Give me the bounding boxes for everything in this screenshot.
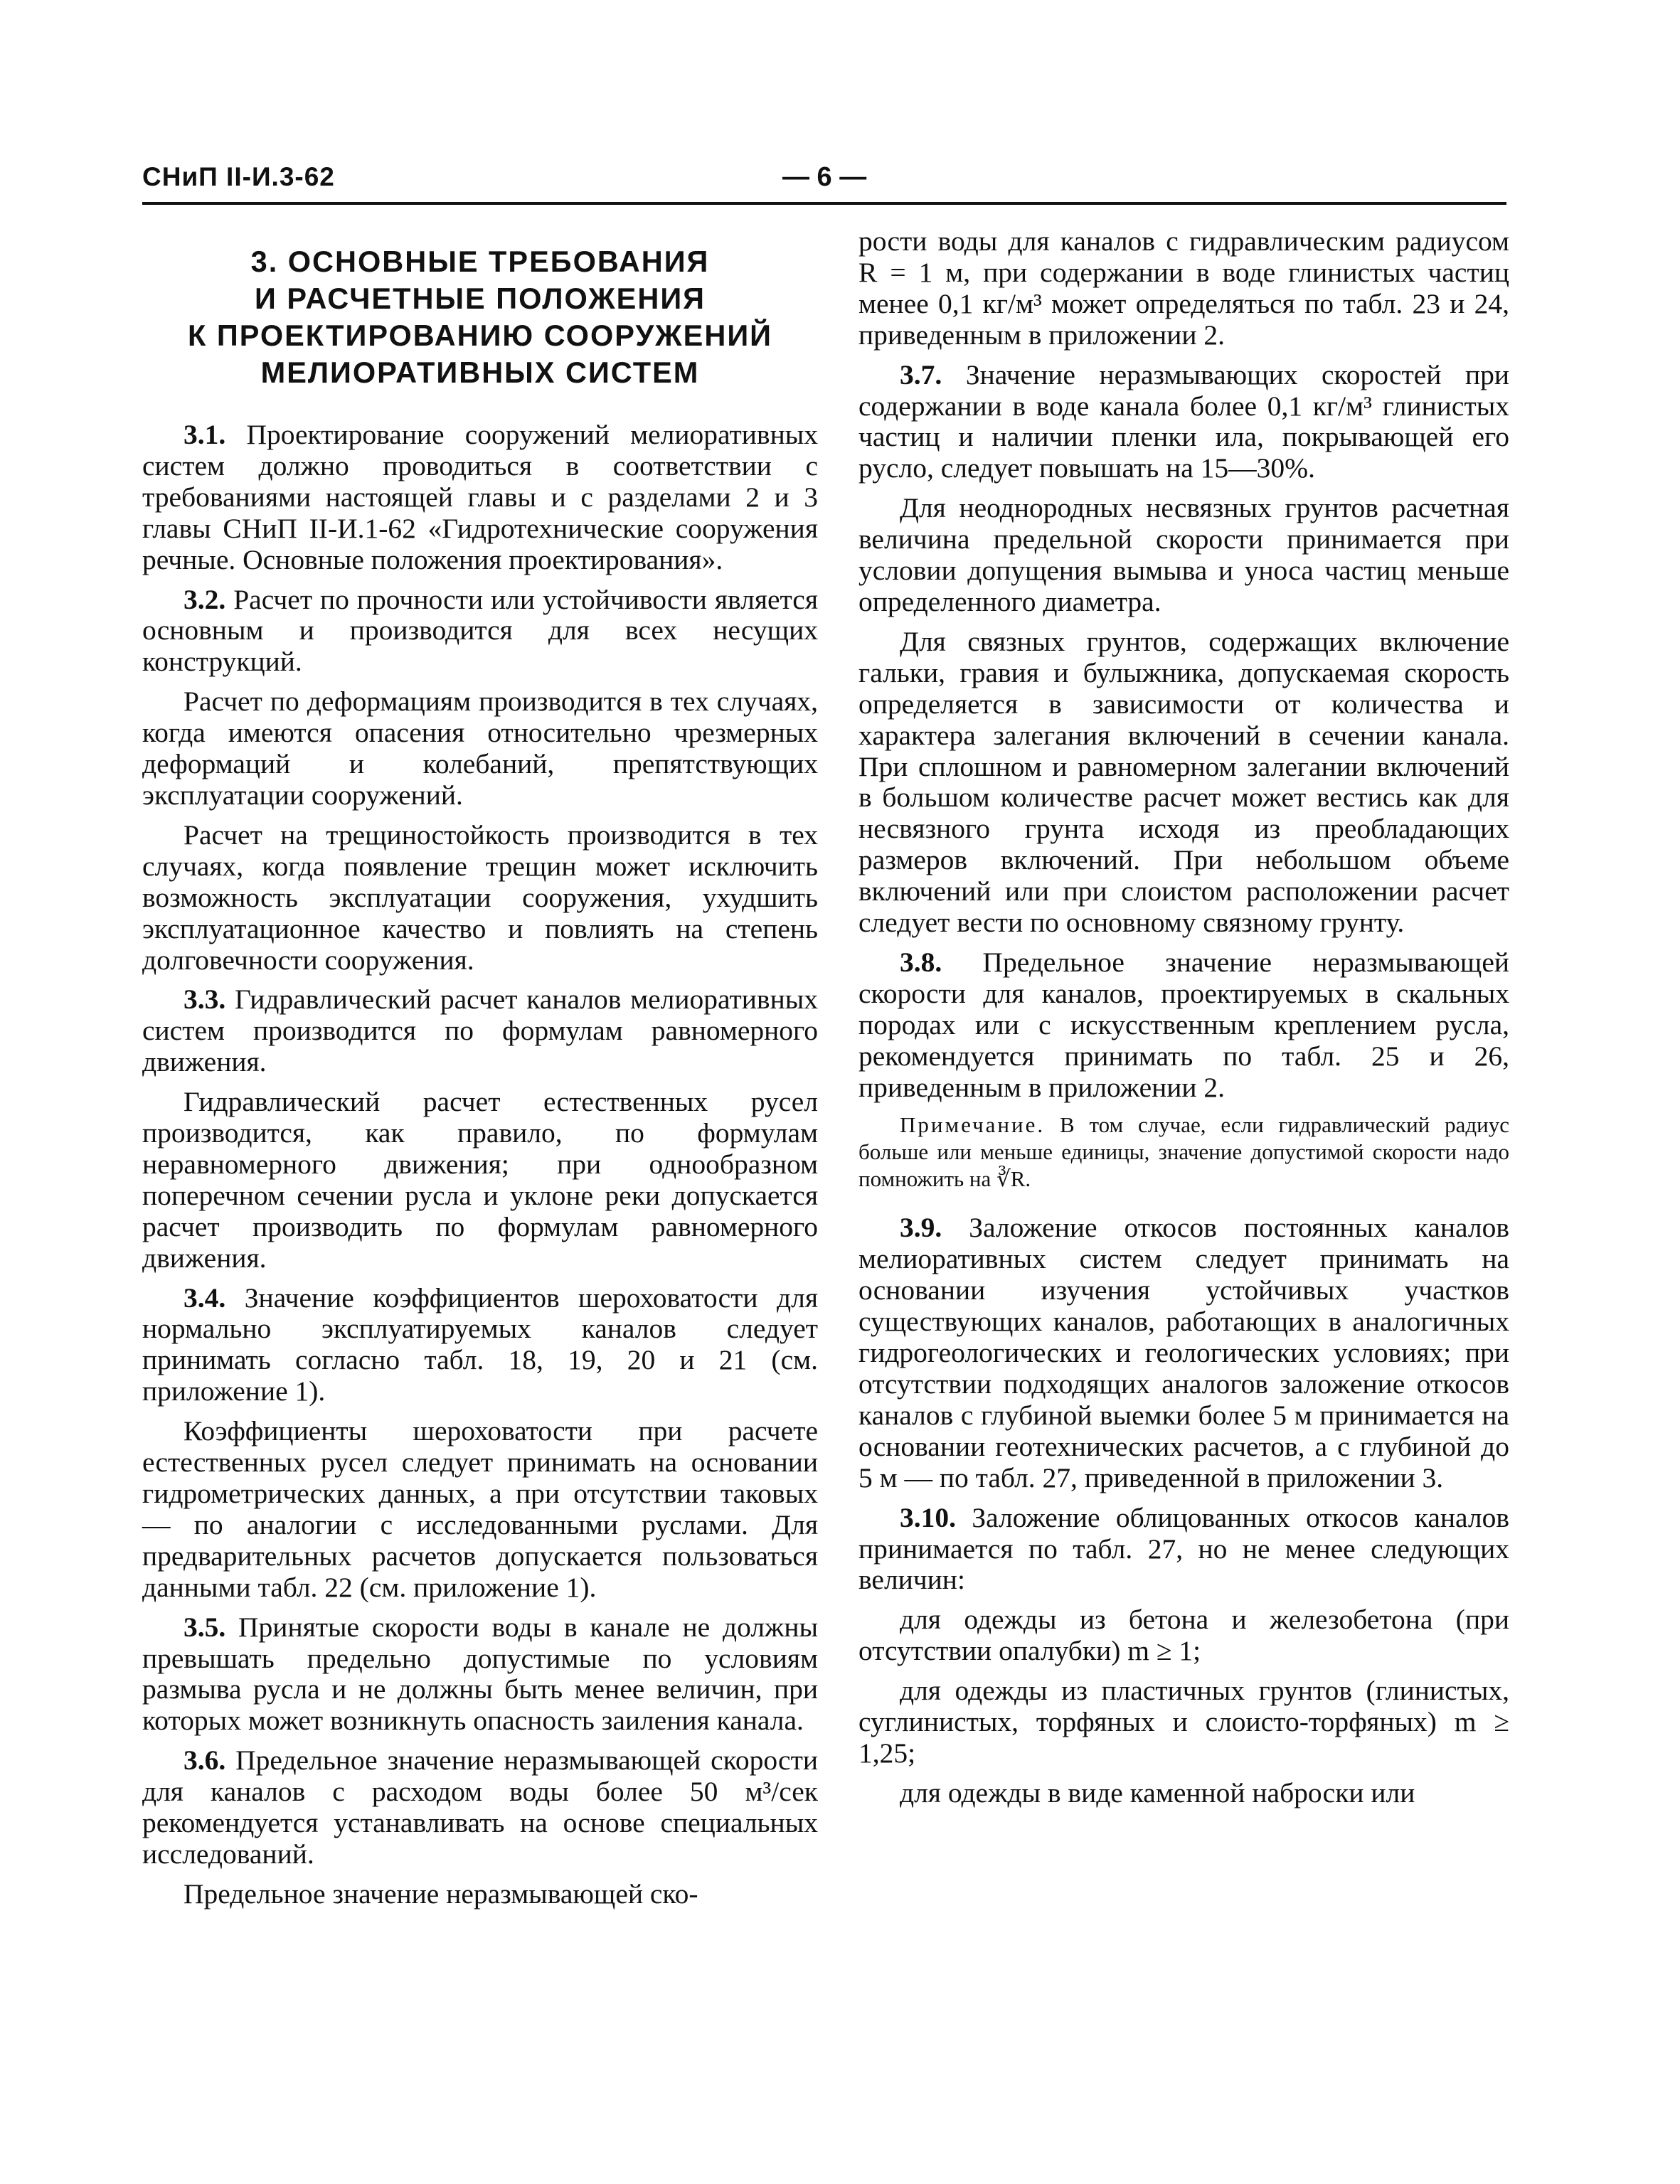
- clause-3-1: [142, 420, 818, 576]
- paragraph: Расчет по деформациям производится в тех случаях, когда имеются опасения относительно чрезмерных деформаций и колебаний, препятствующих эксплуатации сооружений.: [142, 686, 818, 811]
- clause-number: 3.8.: [900, 946, 942, 978]
- clause-3-4: [142, 1283, 818, 1408]
- clause-text: Значение коэффициентов шероховатости для нормально эксплуатируемых каналов следует принимать согласно табл. 18, 19, 20 и 21 (см. приложение 1).: [142, 1282, 818, 1407]
- section-title-line: МЕЛИОРАТИВНЫХ СИСТЕМ: [260, 356, 700, 389]
- list-item: для одежды из пластичных грунтов (глинистых, суглинистых, торфяных и слоисто-торфяных) m ≥ 1,25;: [858, 1675, 1509, 1769]
- list-item: для одежды в виде каменной наброски или: [900, 1777, 1415, 1809]
- page-header: [142, 162, 1508, 199]
- clause-text: Предельное значение неразмывающей скорости для каналов, проектируемых в скальных породах или с искусственным креплением русла, рекомендуется принимать по табл. 25 и 26, приведенным в приложении 2.: [858, 946, 1509, 1103]
- paragraph: Гидравлический расчет естественных русел производится, как правило, по формулам неравномерного движения; при однообразном поперечном сечении русла и уклоне реки допускается расчет производить по формулам равномерного движения.: [142, 1086, 818, 1274]
- clause-3-5: [142, 1612, 818, 1737]
- clause-number: 3.10.: [900, 1501, 956, 1533]
- clause-3-9: [858, 1213, 1509, 1493]
- paragraph-continued: рости воды для каналов с гидравлическим радиусом R = 1 м, при содержании в воде глинистых частиц менее 0,1 кг/м³ может определяться по табл. 23 и 24, приведенным в приложении 2.: [858, 225, 1509, 351]
- section-title-line: 3. ОСНОВНЫЕ ТРЕБОВАНИЯ: [250, 245, 710, 278]
- paragraph: Для связных грунтов, содержащих включение гальки, гравия и булыжника, допускаемая скорость определяется в зависимости от количества и характера залегания включений в сечении канала. При сплошном и равномерном залегании включений в большом количестве расчет может вестись как для несвязного грунта исходя из преобладающих размеров включений. При небольшом объеме включений или при слоистом расположении расчет следует вести по основному связному грунту.: [858, 625, 1509, 939]
- paragraph: Для неоднородных несвязных грунтов расчетная величина предельной скорости принимается при условии допущения вымыва и уноса частиц меньше определенного диаметра.: [858, 492, 1509, 617]
- clause-number: 3.6.: [184, 1744, 226, 1777]
- clause-number: 3.9.: [900, 1212, 942, 1244]
- clause-text: Заложение откосов постоянных каналов мелиоративных систем следует принимать на основании изучения устойчивых участков существующих каналов, работающих в аналогичных гидрогеологических и геологических условиях; при отсутствии подходящих аналогов заложение откосов каналов с глубиной выемки более 5 м принимается на основании геотехнических расчетов, а с глубиной до 5 м — по табл. 27, приведенной в приложении 3.: [858, 1212, 1510, 1493]
- clause-number: 3.1.: [184, 419, 226, 450]
- list-item: для одежды из бетона и железобетона (при отсутствии опалубки) m ≥ 1;: [858, 1604, 1509, 1667]
- section-title-line: К ПРОЕКТИРОВАНИЮ СООРУЖЕНИЙ: [188, 319, 772, 352]
- header-rule: [142, 202, 1506, 205]
- clause-3-2: [142, 585, 818, 678]
- clause-number: 3.5.: [184, 1611, 226, 1643]
- clause-3-10: [858, 1503, 1509, 1597]
- clause-3-8: [858, 947, 1509, 1104]
- clause-number: 3.4.: [184, 1282, 226, 1314]
- note-label: Примечание.: [900, 1112, 1046, 1138]
- clause-3-7: [858, 360, 1509, 485]
- clause-3-3: [142, 984, 818, 1078]
- paragraph: Расчет на трещиностойкость производится в тех случаях, когда появление трещин может исключить возможность эксплуатации сооружения, ухудшить эксплуатационное качество и повлиять на степень долговечности сооружения.: [142, 819, 818, 976]
- section-title: [142, 243, 818, 391]
- document-code: СНиП II-И.3-62: [142, 162, 335, 191]
- paragraph: Коэффициенты шероховатости при расчете естественных русел следует принимать на основании гидрометрических данных, а при отсутствии таковых — по аналогии с исследованными руслами. Для предварительных расчетов допускается пользоваться данными табл. 22 (см. приложение 1).: [142, 1415, 818, 1603]
- clause-text: Предельное значение неразмывающей скорости для каналов с расходом воды более 50 м³/сек рекомендуется устанавливать на основе специальных исследований.: [142, 1744, 818, 1870]
- note-text: В том случае, если гидравлический радиус больше или меньше единицы, значение допустимой скорости надо помножить на ∛R.: [858, 1112, 1509, 1192]
- clause-text: Принятые скорости воды в канале не должны превышать предельно допустимые по условиям размыва русла и не должны быть менее величин, при которых может возникнуть опасность заиления канала.: [142, 1611, 818, 1737]
- left-column: [142, 226, 818, 1919]
- note: [858, 1112, 1509, 1193]
- clause-text: Проектирование сооружений мелиоративных систем должно проводиться в соответствии с требованиями настоящей главы и с разделами 2 и 3 главы СНиП II-И.1-62 «Гидротехнические сооружения речные. Основные положения проектирования».: [142, 419, 818, 575]
- clause-number: 3.3.: [184, 984, 226, 1016]
- clause-3-6: [142, 1745, 818, 1870]
- clause-text: Заложение облицованных откосов каналов принимается по табл. 27, но не менее следующих величин:: [858, 1501, 1509, 1596]
- right-column: [858, 226, 1509, 1818]
- clause-text: Значение неразмывающих скоростей при содержании в воде канала более 0,1 кг/м³ глинистых частиц и наличии пленки ила, покрывающей его русло, следует повышать на 15—30%.: [858, 358, 1509, 484]
- clause-number: 3.2.: [184, 583, 226, 615]
- paragraph: Предельное значение неразмывающей ско-: [184, 1877, 698, 1909]
- clause-number: 3.7.: [900, 358, 942, 390]
- page-number: — 6 —: [782, 162, 867, 192]
- section-title-line: И РАСЧЕТНЫЕ ПОЛОЖЕНИЯ: [254, 282, 706, 315]
- clause-text: Расчет по прочности или устойчивости является основным и производится для всех несущих конструкций.: [142, 583, 819, 678]
- clause-text: Гидравлический расчет каналов мелиоративных систем производится по формулам равномерного движения.: [142, 984, 819, 1078]
